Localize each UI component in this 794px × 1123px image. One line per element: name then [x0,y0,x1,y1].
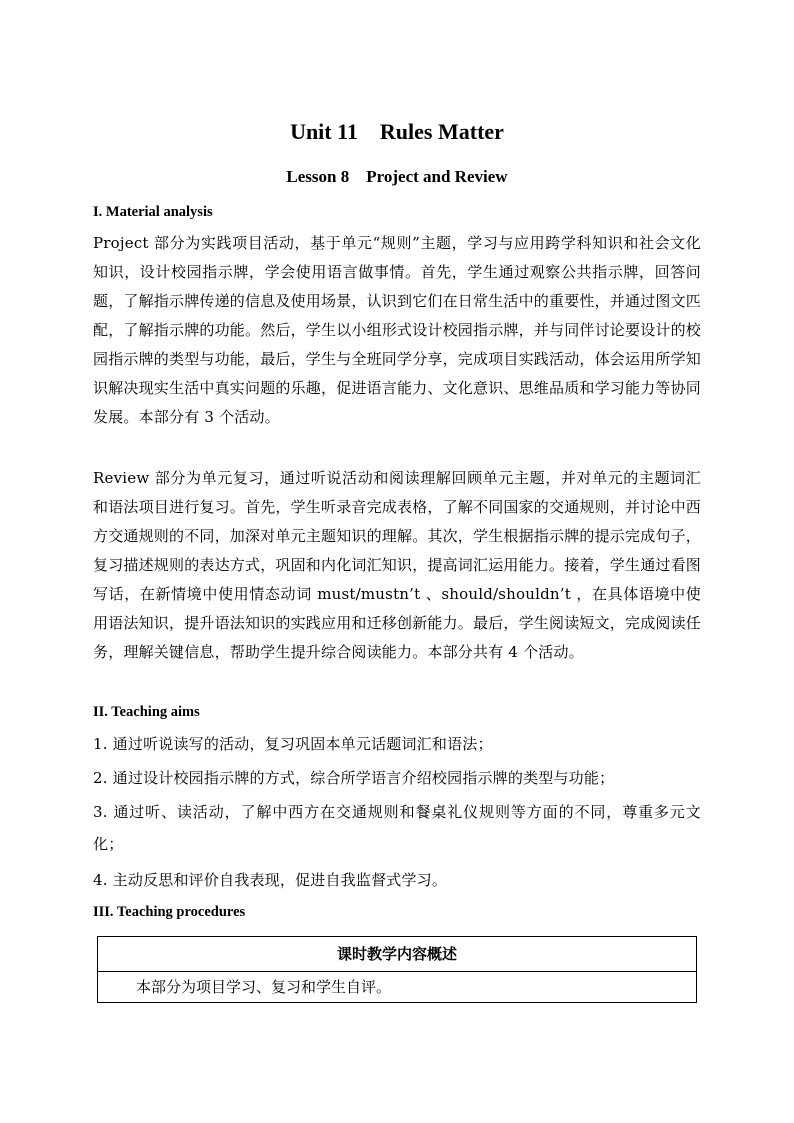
procedures-table [97,936,697,1003]
table-header-cell: 课时教学内容概述 [98,937,696,972]
section-heading-teaching-aims: II. Teaching aims [93,704,200,720]
aim-item-3: 3. 通过听、读活动，了解中西方在交通规则和餐桌礼仪规则等方面的不同，尊重多元文化； [93,803,701,853]
aim-item-2: 2. 通过设计校园指示牌的方式，综合所学语言介绍校园指示牌的类型与功能； [93,769,615,787]
paragraph-review: Review 部分为单元复习，通过听说活动和阅读理解回顾单元主题，并对单元的主题词汇和语法项目进行复习。首先，学生听录音完成表格，了解不同国家的交通规则，并讨论中西方交通规则的不同，加深对单元主题知识的理解。其次，学生根据指示牌的提示完成句子，复习描述规则的表达方式，巩固和内化词汇知识，提高词汇运用能力。接着，学生通过看图写话，在新情境中使用情态动词 must/mustn’t 、should/shouldn’t ，在具体语境中使用语法知识，提升语法知识的实践应用和迁移创新能力。最后，学生阅读短文，完成阅读任务，理解关键信息，帮助学生提升综合阅读能力。本部分共有 4 个活动。 [93,469,702,661]
section-heading-material-analysis: I. Material analysis [93,204,213,220]
unit-title: Unit 11 Rules Matter [290,119,504,144]
aim-item-1: 1. 通过听说读写的活动，复习巩固本单元话题词汇和语法； [93,735,493,753]
lesson-title: Lesson 8 Project and Review [286,167,508,186]
aim-item-4: 4. 主动反思和评价自我表现，促进自我监督式学习。 [93,871,448,889]
table-content-cell: 本部分为项目学习、复习和学生自评。 [136,978,392,996]
paragraph-project: Project 部分为实践项目活动，基于单元“规则”主题，学习与应用跨学科知识和社会文化知识，设计校园指示牌，学会使用语言做事情。首先，学生通过观察公共指示牌，回答问题，了解指示牌传递的信息及使用场景，认识到它们在日常生活中的重要性，并通过图文匹配，了解指示牌的功能。然后，学生以小组形式设计校园指示牌，并与同伴讨论要设计的校园指示牌的类型与功能，最后，学生与全班同学分享，完成项目实践活动，体会运用所学知识解决现实生活中真实问题的乐趣，促进语言能力、文化意识、思维品质和学习能力等协同发展。本部分有 3 个活动。 [93,234,702,426]
section-heading-teaching-procedures: III. Teaching procedures [93,904,246,920]
